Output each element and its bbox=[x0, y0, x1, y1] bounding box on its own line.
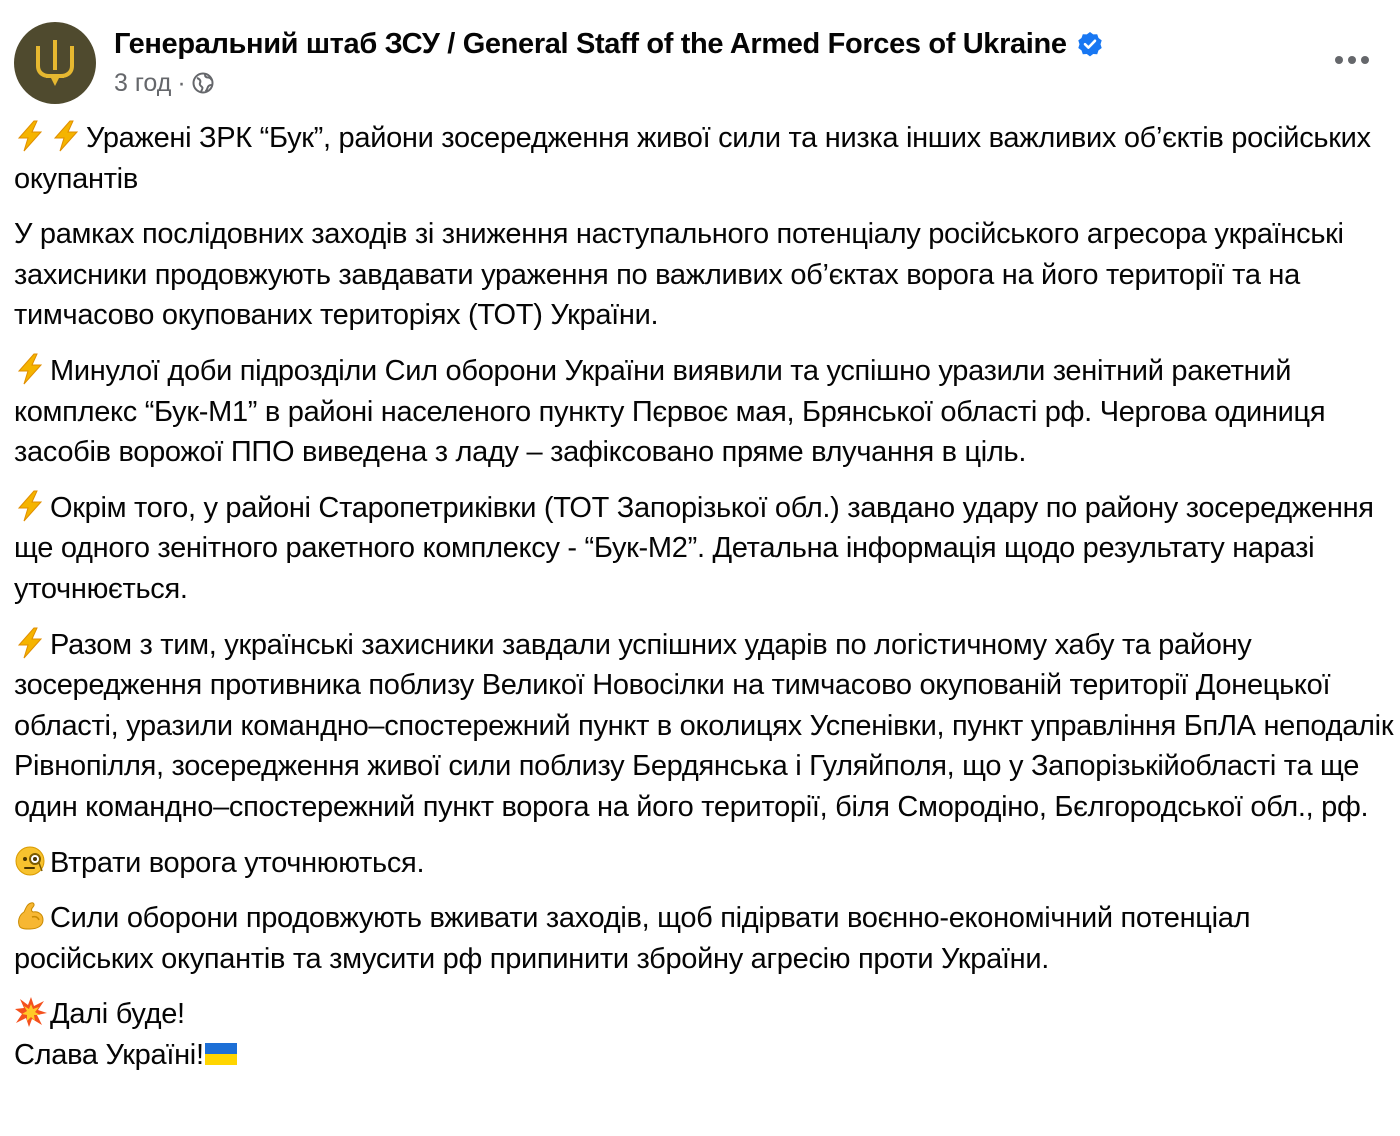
post-meta bbox=[114, 68, 214, 98]
post-paragraph bbox=[14, 351, 1394, 473]
paragraph-text: У рамках послідовних заходів зі зниження наступального потенціалу російського агресора українські захисники продовжують завдавати ураження по важливих об’єктах ворога на його території та на тимчасово окупованих територіях (ТОТ) України. bbox=[14, 218, 1344, 332]
post-timestamp-link[interactable]: 3 год bbox=[114, 68, 172, 97]
paragraph-text: Далі буде! bbox=[50, 998, 185, 1031]
more-options-button[interactable] bbox=[1328, 40, 1376, 80]
author-name-link[interactable]: Генеральний штаб ЗСУ / General Staff of the Armed Forces of Ukraine bbox=[114, 27, 1067, 60]
post-paragraph bbox=[14, 214, 1394, 336]
more-options-icon bbox=[1335, 56, 1343, 64]
high-voltage-emoji bbox=[14, 120, 48, 152]
post-paragraph bbox=[14, 625, 1394, 828]
paragraph-text: Слава Україні! bbox=[14, 1038, 204, 1071]
page-avatar[interactable] bbox=[14, 22, 96, 104]
closing-line bbox=[14, 994, 1394, 1035]
closing-line bbox=[14, 1035, 1394, 1076]
high-voltage-emoji bbox=[14, 490, 48, 522]
meta-separator: · bbox=[177, 68, 186, 97]
paragraph-text: Разом з тим, українські захисники завдали успішних ударів по логістичному хабу та району зосередження противника поблизу Великої Новосілки на тимчасово окупованій території Донецької області, уразили командно–спостережний пункт в околицях Успенівки, пункт управління БпЛА неподалік Рівнопілля, зосередження живої сили поблизу Бердянська і Гуляйполя, що у Запорізькійобласті та ще один командно–спостережний пункт ворога на його території, біля Смородіно, Бєлгородської обл., рф. bbox=[14, 628, 1394, 823]
face-with-monocle-emoji bbox=[14, 845, 48, 877]
paragraph-text: Сили оборони продовжують вживати заходів, щоб підірвати воєнно-економічний потенціал російських окупантів та змусити рф припинити збройну агресію проти України. bbox=[14, 902, 1251, 975]
ukraine-flag-emoji bbox=[204, 1037, 238, 1069]
post-paragraph bbox=[14, 488, 1394, 610]
more-options-icon bbox=[1348, 56, 1356, 64]
author-line bbox=[114, 26, 1103, 62]
paragraph-text: Уражені ЗРК “Бук”, райони зосередження живої сили та низка інших важливих об’єктів російських окупантів bbox=[14, 122, 1371, 195]
post-paragraph bbox=[14, 898, 1394, 979]
high-voltage-emoji bbox=[50, 120, 84, 152]
post-body bbox=[14, 118, 1394, 1090]
high-voltage-emoji bbox=[14, 353, 48, 385]
high-voltage-emoji bbox=[14, 627, 48, 659]
verified-badge-icon bbox=[1077, 31, 1103, 57]
post-paragraph bbox=[14, 994, 1394, 1075]
collision-emoji bbox=[14, 996, 48, 1028]
paragraph-text: Минулої доби підрозділи Сил оборони України виявили та успішно уразили зенітний ракетний комплекс “Бук-М1” в районі населеного пункту Пєрвоє мая, Брянської області рф. Чергова одиниця засобів ворожої ППО виведена з ладу – зафіксовано пряме влучання в ціль. bbox=[14, 354, 1326, 469]
trident-emblem-icon bbox=[32, 38, 78, 88]
paragraph-text: Втрати ворога уточнюються. bbox=[50, 846, 425, 879]
post-paragraph bbox=[14, 843, 1394, 884]
more-options-icon bbox=[1361, 56, 1369, 64]
post-header bbox=[14, 20, 1384, 112]
globe-icon[interactable] bbox=[192, 72, 214, 94]
flexed-biceps-emoji bbox=[14, 900, 48, 932]
post-paragraph bbox=[14, 118, 1394, 199]
paragraph-text: Окрім того, у районі Старопетриківки (ТОТ Запорізької обл.) завдано удару по району зосередження ще одного зенітного ракетного комплексу - “Бук-М2”. Детальна інформація щодо результату наразі уточнюється. bbox=[14, 491, 1374, 605]
